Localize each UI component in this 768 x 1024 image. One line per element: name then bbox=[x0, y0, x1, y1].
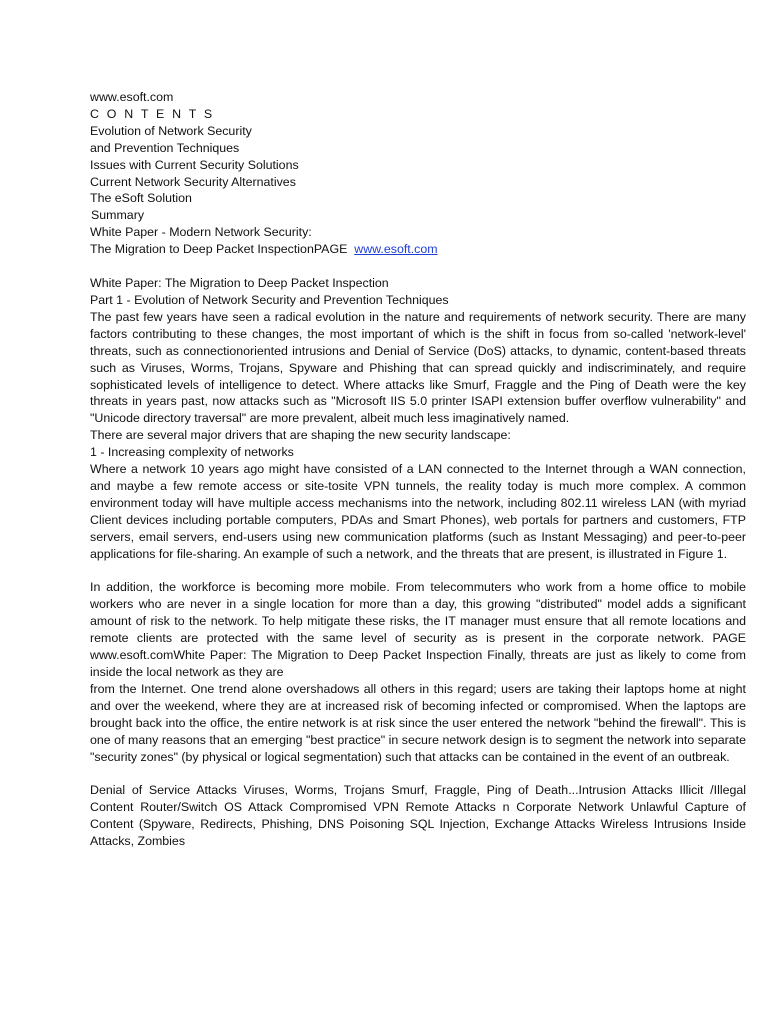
toc-item: Issues with Current Security Solutions bbox=[90, 157, 299, 172]
paragraph-evolution: The past few years have seen a radical evolution in the nature and requirements of network security. There are many factors contributing to these changes, the most important of which is the shift in focus from so-called 'network-level' threats, such as connectionoriented intrusions and Denial of Service (DoS) attacks, to dynamic, content-based threats such as Viruses, Worms, Trojans, Spyware and Phishing that can spread quickly and indiscriminately, and require sophisticated levels of intelligence to detect. Where attacks like Smurf, Fraggle and the Ping of Death were the key threats in years past, now attacks such as "Microsoft IIS 5.0 printer ISAPI extension buffer overflow vulnerability" and "Unicode directory traversal" are more prevalent, albeit much less imaginatively named. bbox=[90, 309, 746, 426]
toc-item: White Paper - Modern Network Security: bbox=[90, 225, 312, 240]
paper-title: White Paper: The Migration to Deep Packet Inspection bbox=[90, 276, 389, 291]
figure-threats-text: Denial of Service Attacks Viruses, Worms, Trojans Smurf, Fraggle, Ping of Death...Intrusion Attacks Illicit /Illegal Content Router/Switch OS Attack Compromised VPN Remote Attacks n Corporate Network Unlawful Capture of Content (Spyware, Redirects, Phishing, DNS Poisoning SQL Injection, Exchange Attacks Wireless Intrusions Inside Attacks, Zombies bbox=[90, 783, 746, 849]
spacer bbox=[90, 258, 746, 275]
spacer bbox=[90, 765, 746, 782]
paragraph-mobility: In addition, the workforce is becoming more mobile. From telecommuters who work from a home office to mobile workers who are never in a single location for more than a day, this growing "distributed" model adds a significant amount of risk to the network. To help mitigate these risks, the IT manager must ensure that all remote locations and remote clients are protected with the same level of security as is present in the corporate network. PAGE www.esoft.comWhite Paper: The Migration to Deep Packet Inspection Finally, threats are just as likely to come from inside the local network as they are bbox=[90, 580, 746, 679]
spacer bbox=[90, 562, 746, 579]
drivers-intro: There are several major drivers that are shaping the new security landscape: bbox=[90, 428, 511, 443]
toc-item: and Prevention Techniques bbox=[90, 140, 240, 155]
driver-heading: 1 - Increasing complexity of networks bbox=[90, 445, 294, 460]
document-page bbox=[90, 89, 746, 850]
contents-title: C O N T E N T S bbox=[90, 106, 215, 121]
paragraph-complexity: Where a network 10 years ago might have consisted of a LAN connected to the Internet through a WAN connection, and maybe a few remote access or site-tosite VPN tunnels, the reality today is much more complex. A common environment today will have multiple access mechanisms into the network, including 802.11 wireless LAN (with myriad Client devices including portable computers, PDAs and Smart Phones), web portals for partners and customers, FTP servers, email servers, end-users using new communication platforms (such as Instant Messaging) and peer-to-peer applications for file-sharing. An example of such a network, and the threats that are present, is illustrated in Figure 1. bbox=[90, 462, 746, 561]
site-url: www.esoft.com bbox=[90, 90, 174, 104]
migration-text: The Migration to Deep Packet InspectionPAGE bbox=[90, 242, 348, 257]
toc-item: The eSoft Solution bbox=[90, 191, 192, 206]
toc-item: Current Network Security Alternatives bbox=[90, 174, 296, 189]
migration-line bbox=[90, 241, 746, 258]
esoft-link[interactable]: www.esoft.com bbox=[354, 242, 438, 257]
toc-item: Summary bbox=[91, 208, 145, 223]
toc-item: Evolution of Network Security bbox=[90, 123, 252, 138]
part-heading: Part 1 - Evolution of Network Security and Prevention Techniques bbox=[90, 292, 449, 307]
paragraph-internal-threats: from the Internet. One trend alone overshadows all others in this regard; users are taking their laptops home at night and over the weekend, where they are at increased risk of becoming infected or compromised. When the laptops are brought back into the office, the entire network is at risk since the user entered the network "behind the firewall". This is one of many reasons that an emerging "best practice" in secure network design is to segment the network into separate "security zones" (by physical or logical segmentation) such that attacks can be contained in the event of an outbreak. bbox=[90, 681, 746, 764]
